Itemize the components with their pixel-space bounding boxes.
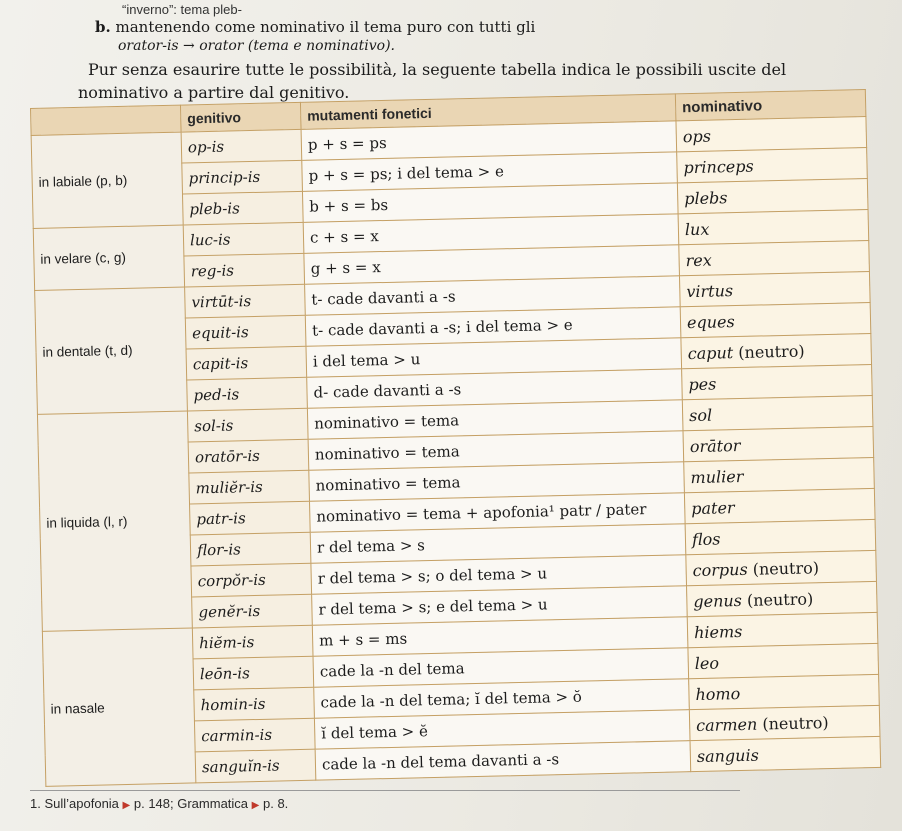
footnote-divider [30,790,740,791]
genitive-cell: carmin-is [194,718,315,752]
nominative-form: sanguis [696,745,760,766]
genitive-cell: sol-is [187,408,308,442]
nominative-cell [687,612,878,647]
nominative-form: eques [686,311,735,332]
genitive-cell: muliĕr-is [189,470,310,504]
header-changes: mutamenti fonetici [300,94,676,130]
changes-cell: cade la -n del tema davanti a -s [315,741,691,780]
nominative-cell [685,519,876,554]
nominative-cell [683,426,874,461]
group-label: in liquida (l, r) [37,411,192,631]
gender-note: (neutro) [746,588,814,610]
genitive-cell: hiĕm-is [192,625,313,659]
changes-cell: i del tema > u [306,338,682,377]
nominative-cell [679,271,870,306]
intro-line-2 [95,18,535,36]
genitive-cell: leōn-is [193,656,314,690]
nominative-cell [676,117,867,152]
nominative-form: princeps [683,156,754,177]
genitive-cell: capit-is [186,346,307,380]
genitive-cell: op-is [181,129,302,163]
header-nominative: nominativo [675,90,866,121]
nominative-form: leo [694,653,720,673]
genitive-cell: luc-is [183,222,304,256]
intro-line-1: “inverno”: tema pleb- [122,2,242,17]
header-genitive: genitivo [180,102,301,132]
genitive-cell: princip-is [182,160,303,194]
nominative-cell [690,736,881,771]
genitive-cell: reg-is [184,253,305,287]
changes-cell: r del tema > s [310,524,686,563]
nominative-table [30,89,881,787]
changes-cell: cade la -n del tema [313,648,689,687]
changes-cell: b + s = bs [302,183,678,222]
nominative-cell [689,705,880,740]
nominative-form: carmen [695,714,758,735]
genitive-cell: corpŏr-is [191,563,312,597]
nominative-form: flos [691,528,721,549]
pointer-icon: ▶ [251,800,260,811]
table-body [31,117,881,787]
footnote-number: 1. [30,796,41,811]
nominative-cell [689,674,880,709]
intro-line-5: nominativo a partire dal genitivo. [78,83,350,102]
pointer-icon: ▶ [122,800,131,811]
nominative-cell [679,241,870,276]
nominative-cell [678,210,869,245]
intro-line-4: Pur senza esaurire tutte le possibilità, la seguente tabella indica le possibili uscite del [88,60,787,79]
changes-cell: p + s = ps [301,121,677,160]
nominative-cell [677,179,868,214]
header-group [31,105,182,135]
changes-cell: nominativo = tema [307,400,683,439]
group-label: in labiale (p, b) [31,132,183,228]
gender-note: (neutro) [738,340,805,362]
group-label: in velare (c, g) [33,225,184,290]
changes-cell: g + s = x [304,245,680,284]
nominative-form: virtus [686,280,734,301]
genitive-cell: pleb-is [182,191,303,225]
nominative-cell [684,488,875,523]
changes-cell: p + s = ps; i del tema > e [302,152,678,191]
changes-cell: c + s = x [303,214,679,253]
changes-cell: t- cade davanti a -s [305,276,681,315]
nominative-cell [680,302,871,337]
nominative-cell [682,364,873,399]
nominative-form: sol [688,405,713,425]
footnote-ref-2: p. 8. [262,796,289,811]
changes-cell: t- cade davanti a -s; i del tema > e [305,307,681,346]
nominative-form: mulier [690,466,744,487]
nominative-cell [686,550,877,585]
genitive-cell: patr-is [190,501,311,535]
nominative-form: orātor [689,435,741,456]
nominative-form: lux [684,219,710,239]
nominative-form: hiems [693,621,743,642]
group-label: in dentale (t, d) [35,287,188,414]
nominative-form: plebs [683,187,728,208]
nominative-form: caput [687,342,734,363]
footnote-text: Sull’apofonia [44,796,119,811]
genitive-cell: ped-is [187,377,308,411]
changes-cell: r del tema > s; e del tema > u [312,586,688,625]
intro-line-3: orator-is → orator (tema e nominativo). [118,38,395,54]
nominative-cell [684,457,875,492]
nominative-form: pes [688,374,717,394]
changes-cell: m + s = ms [312,617,688,656]
genitive-cell: equit-is [185,315,306,349]
footnote [30,796,288,811]
footnote-ref-1: p. 148; Grammatica [133,796,249,811]
nominative-form: ops [682,126,712,146]
intro-item-letter: b. [95,18,111,36]
changes-cell: nominativo = tema + apofonia¹ patr / pater [309,493,685,532]
group-label: in nasale [42,628,195,786]
gender-note: (neutro) [762,712,829,734]
nominative-form: corpus [692,559,748,580]
nominative-table-wrapper [30,89,890,788]
genitive-cell: virtūt-is [185,284,306,318]
genitive-cell: flor-is [190,532,311,566]
genitive-cell: genĕr-is [192,594,313,628]
changes-cell: nominativo = tema [308,431,684,470]
changes-cell: r del tema > s; o del tema > u [311,555,687,594]
nominative-form: homo [695,683,741,704]
nominative-form: pater [691,497,735,518]
changes-cell: d- cade davanti a -s [307,369,683,408]
intro-line-2-text: mantenendo come nominativo il tema puro con tutti gli [115,18,536,36]
changes-cell: nominativo = tema [309,462,685,501]
nominative-form: genus [693,590,743,611]
nominative-cell [682,395,873,430]
nominative-cell [687,581,878,616]
genitive-cell: homin-is [194,687,315,721]
nominative-cell [681,333,872,368]
genitive-cell: oratōr-is [188,439,309,473]
nominative-cell [688,643,879,678]
genitive-cell: sanguĭn-is [195,749,316,783]
nominative-form: rex [685,250,712,270]
nominative-cell [677,148,868,183]
gender-note: (neutro) [752,557,820,579]
changes-cell: ĭ del tema > ĕ [314,710,690,749]
changes-cell: cade la -n del tema; ĭ del tema > ŏ [314,679,690,718]
